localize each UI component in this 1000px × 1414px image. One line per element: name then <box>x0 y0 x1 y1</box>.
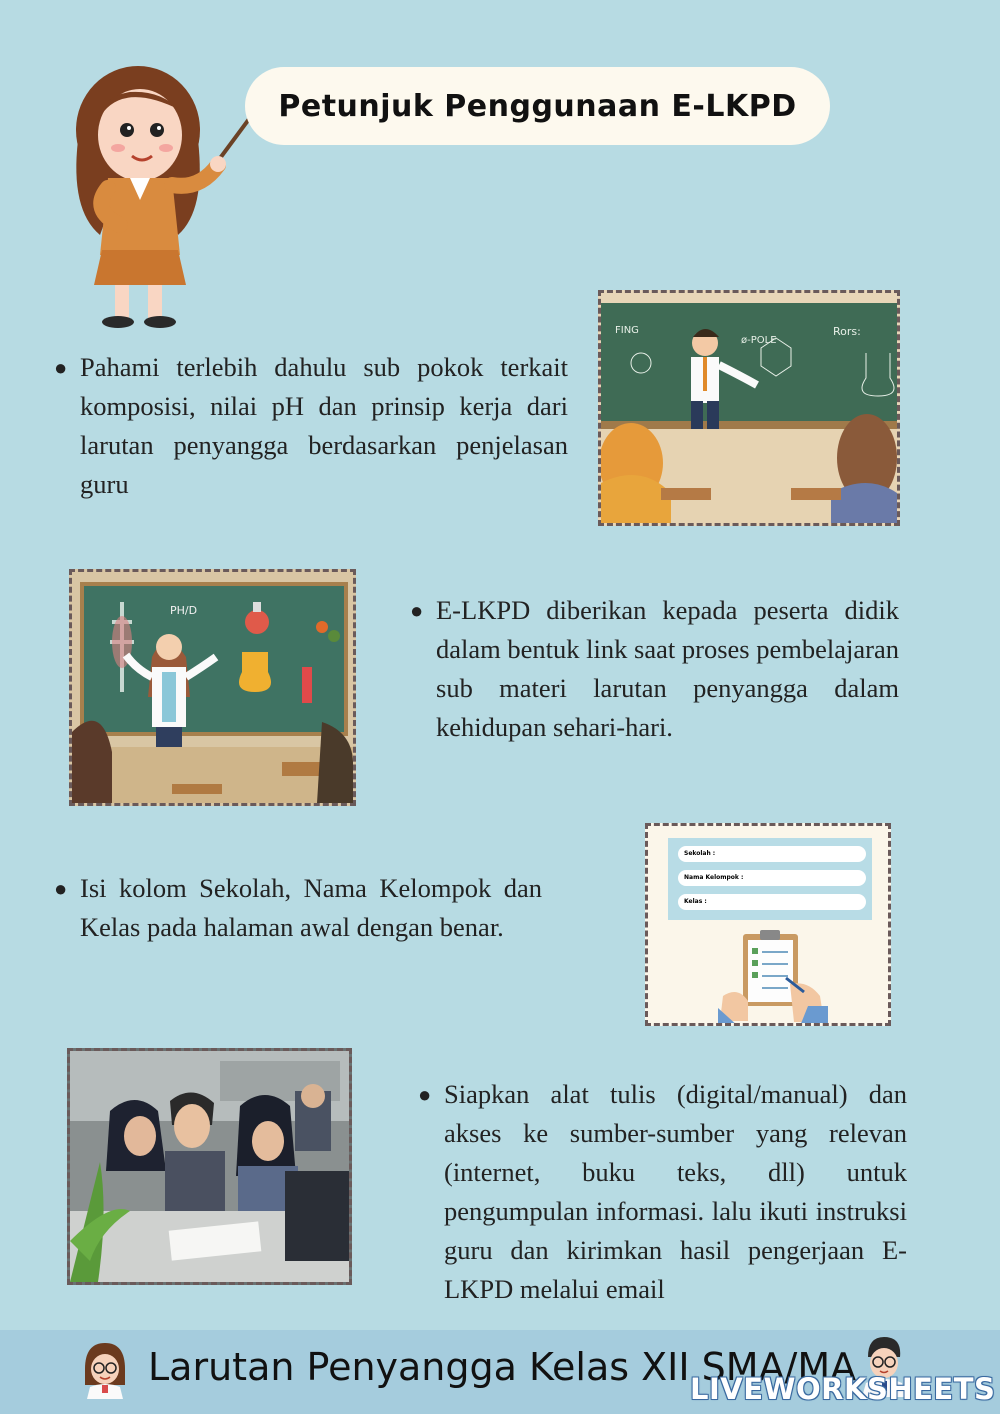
form-field-nama-kelompok: Nama Kelompok : <box>678 870 866 886</box>
form-panel <box>668 838 872 920</box>
bullet-icon: ● <box>410 598 424 623</box>
bullet-icon: ● <box>54 876 68 901</box>
svg-text:PH/D: PH/D <box>170 604 198 617</box>
instruction-item-2: ● E-LKPD diberikan kepada peserta didik dalam bentuk link saat proses pembelajaran sub materi larutan penyangga dalam kehidupan sehari-hari. <box>436 591 899 747</box>
clipboard-form-illustration <box>645 823 891 1026</box>
students-study-photo <box>67 1048 352 1285</box>
svg-text:ø-POLE: ø-POLE <box>741 335 777 346</box>
clipboard-hands-icon <box>718 926 828 1026</box>
watermark-text: LIVEWORKSHEETS <box>690 1372 996 1406</box>
title-pill <box>245 67 830 145</box>
bullet-icon: ● <box>418 1082 432 1107</box>
classroom-illustration <box>598 290 900 526</box>
page-title: Petunjuk Penggunaan E-LKPD <box>278 88 797 124</box>
svg-text:Rors:: Rors: <box>833 325 861 338</box>
instruction-item-3: ● Isi kolom Sekolah, Nama Kelompok dan Kelas pada halaman awal dengan benar. <box>80 869 542 947</box>
instruction-item-4: ● Siapkan alat tulis (digital/manual) dan akses ke sumber-sumber yang relevan (internet, buku teks, dll) untuk pengumpulan informasi. lalu ikuti instruksi guru dan kirimkan hasil pengerjaan E-LKPD melalui email <box>444 1075 907 1309</box>
girl-avatar-icon <box>80 1341 130 1399</box>
form-field-sekolah: Sekolah : <box>678 846 866 862</box>
footer-title: Larutan Penyangga Kelas XII SMA/MA <box>148 1345 857 1389</box>
teacher-illustration <box>60 60 260 335</box>
form-field-kelas: Kelas : <box>678 894 866 910</box>
svg-text:FING: FING <box>615 325 639 336</box>
instruction-item-1: ● Pahami terlebih dahulu sub pokok terkait komposisi, nilai pH dan prinsip kerja dari larutan penyangga berdasarkan penjelasan guru <box>80 348 568 504</box>
lab-classroom-illustration <box>69 569 356 806</box>
bullet-icon: ● <box>54 355 68 380</box>
